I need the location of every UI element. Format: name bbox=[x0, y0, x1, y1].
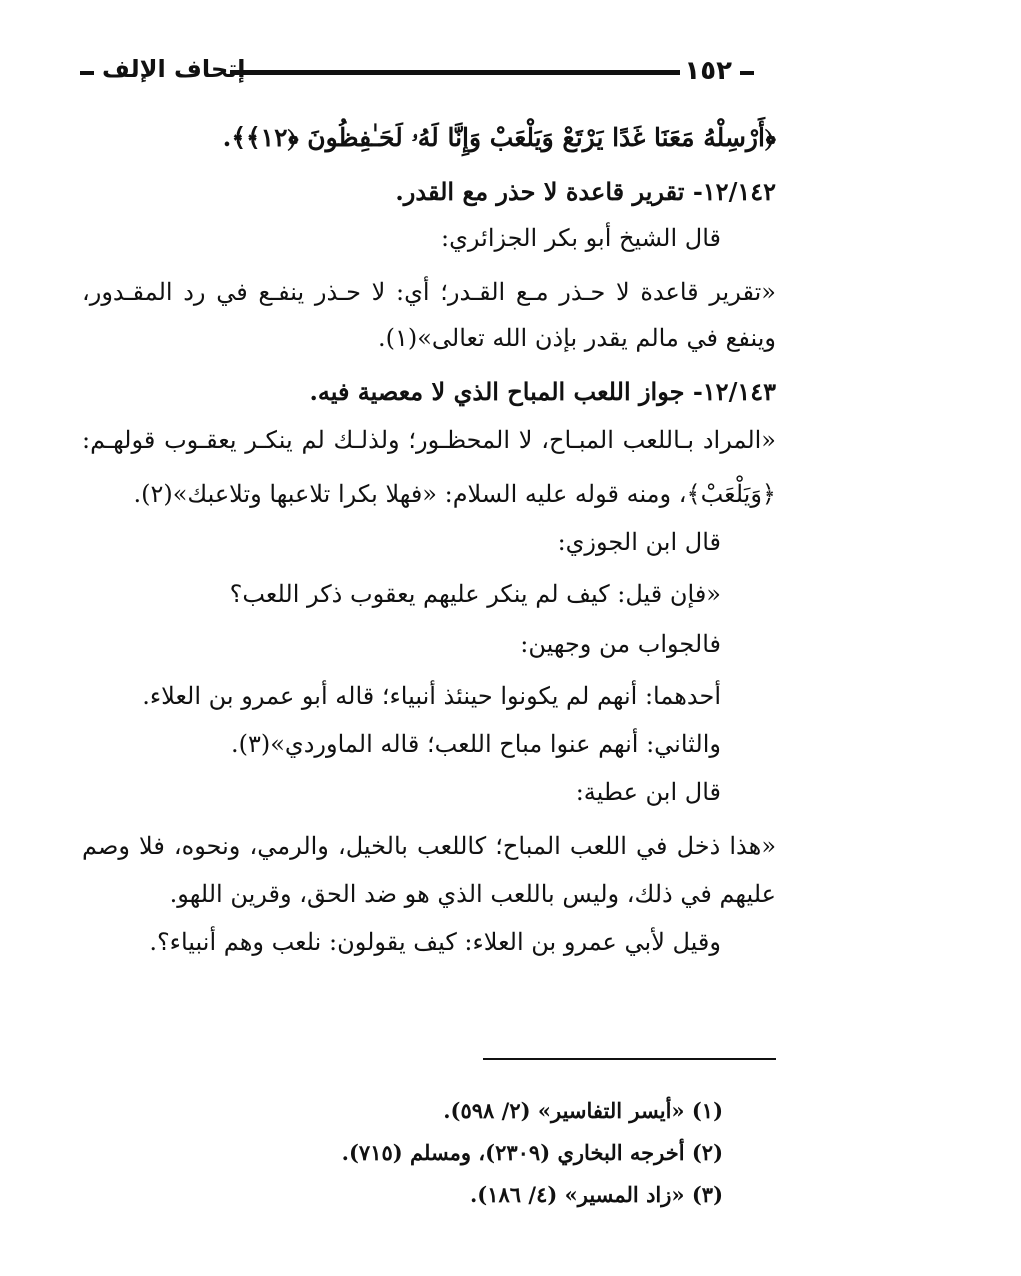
footnote-2: (٢) أخرجه البخاري (٢٣٠٩)، ومسلم (٧١٥). bbox=[341, 1140, 723, 1165]
header-dash-left bbox=[80, 71, 94, 75]
paragraph-line: فالجواب من وجهين: bbox=[520, 630, 721, 658]
paragraph-line: عليهم في ذلك، وليس باللعب الذي هو ضد الحق، وقرين اللهو. bbox=[169, 880, 776, 908]
header-rule bbox=[230, 70, 680, 75]
paragraph-line: قال ابن الجوزي: bbox=[557, 528, 721, 556]
footnote-separator bbox=[483, 1058, 776, 1060]
paragraph-line: «المراد بـاللعب المبـاح، لا المحظـور؛ ولذلـك لم ينكـر يعقـوب قولهـم: bbox=[82, 426, 776, 454]
paragraph-line: والثاني: أنهم عنوا مباح اللعب؛ قاله الماوردي»(٣). bbox=[230, 730, 721, 758]
paragraph-line: «هذا ذخل في اللعب المباح؛ كاللعب بالخيل، والرمي، ونحوه، فلا وصم bbox=[82, 832, 776, 860]
header-dash-right bbox=[740, 71, 754, 75]
paragraph-line: «تقرير قاعدة لا حـذر مـع القـدر؛ أي: لا حـذر ينفـع في رد المقـدور، bbox=[82, 278, 776, 306]
paragraph-line: قال ابن عطية: bbox=[575, 778, 721, 806]
page-number: ١٥٢ bbox=[684, 56, 732, 86]
paragraph-line: ﴿وَيَلْعَبْ﴾، ومنه قوله عليه السلام: «فهلا بكرا تلاعبها وتلاعبك»(٢). bbox=[133, 480, 776, 508]
paragraph-line: وقيل لأبي عمرو بن العلاء: كيف يقولون: نلعب وهم أنبياء؟. bbox=[149, 928, 721, 956]
paragraph-line: وينفع في مالم يقدر بإذن الله تعالى»(١). bbox=[377, 324, 776, 352]
footnote-3: (٣) «زاد المسير» (٤/ ١٨٦). bbox=[470, 1182, 723, 1207]
footnote-1: (١) «أيسر التفاسير» (٢/ ٥٩٨). bbox=[443, 1098, 723, 1123]
section-heading-143: ١٢/١٤٣- جواز اللعب المباح الذي لا معصية فيه. bbox=[309, 377, 776, 406]
section-heading-142: ١٢/١٤٢- تقرير قاعدة لا حذر مع القدر. bbox=[395, 177, 776, 206]
running-header bbox=[80, 50, 760, 90]
paragraph-line: قال الشيخ أبو بكر الجزائري: bbox=[441, 224, 721, 252]
book-title: إتحاف الإلف bbox=[102, 55, 246, 83]
paragraph-line: «فإن قيل: كيف لم ينكر عليهم يعقوب ذكر اللعب؟ bbox=[229, 580, 721, 608]
paragraph-line: أحدهما: أنهم لم يكونوا حينئذ أنبياء؛ قاله أبو عمرو بن العلاء. bbox=[142, 682, 721, 710]
quran-verse: ﴿أَرْسِلْهُ مَعَنَا غَدًا يَرْتَعْ وَيَلْعَبْ وَإِنَّا لَهُۥ لَحَـٰفِظُونَ ﴿١٢﴾﴾. bbox=[222, 123, 776, 152]
